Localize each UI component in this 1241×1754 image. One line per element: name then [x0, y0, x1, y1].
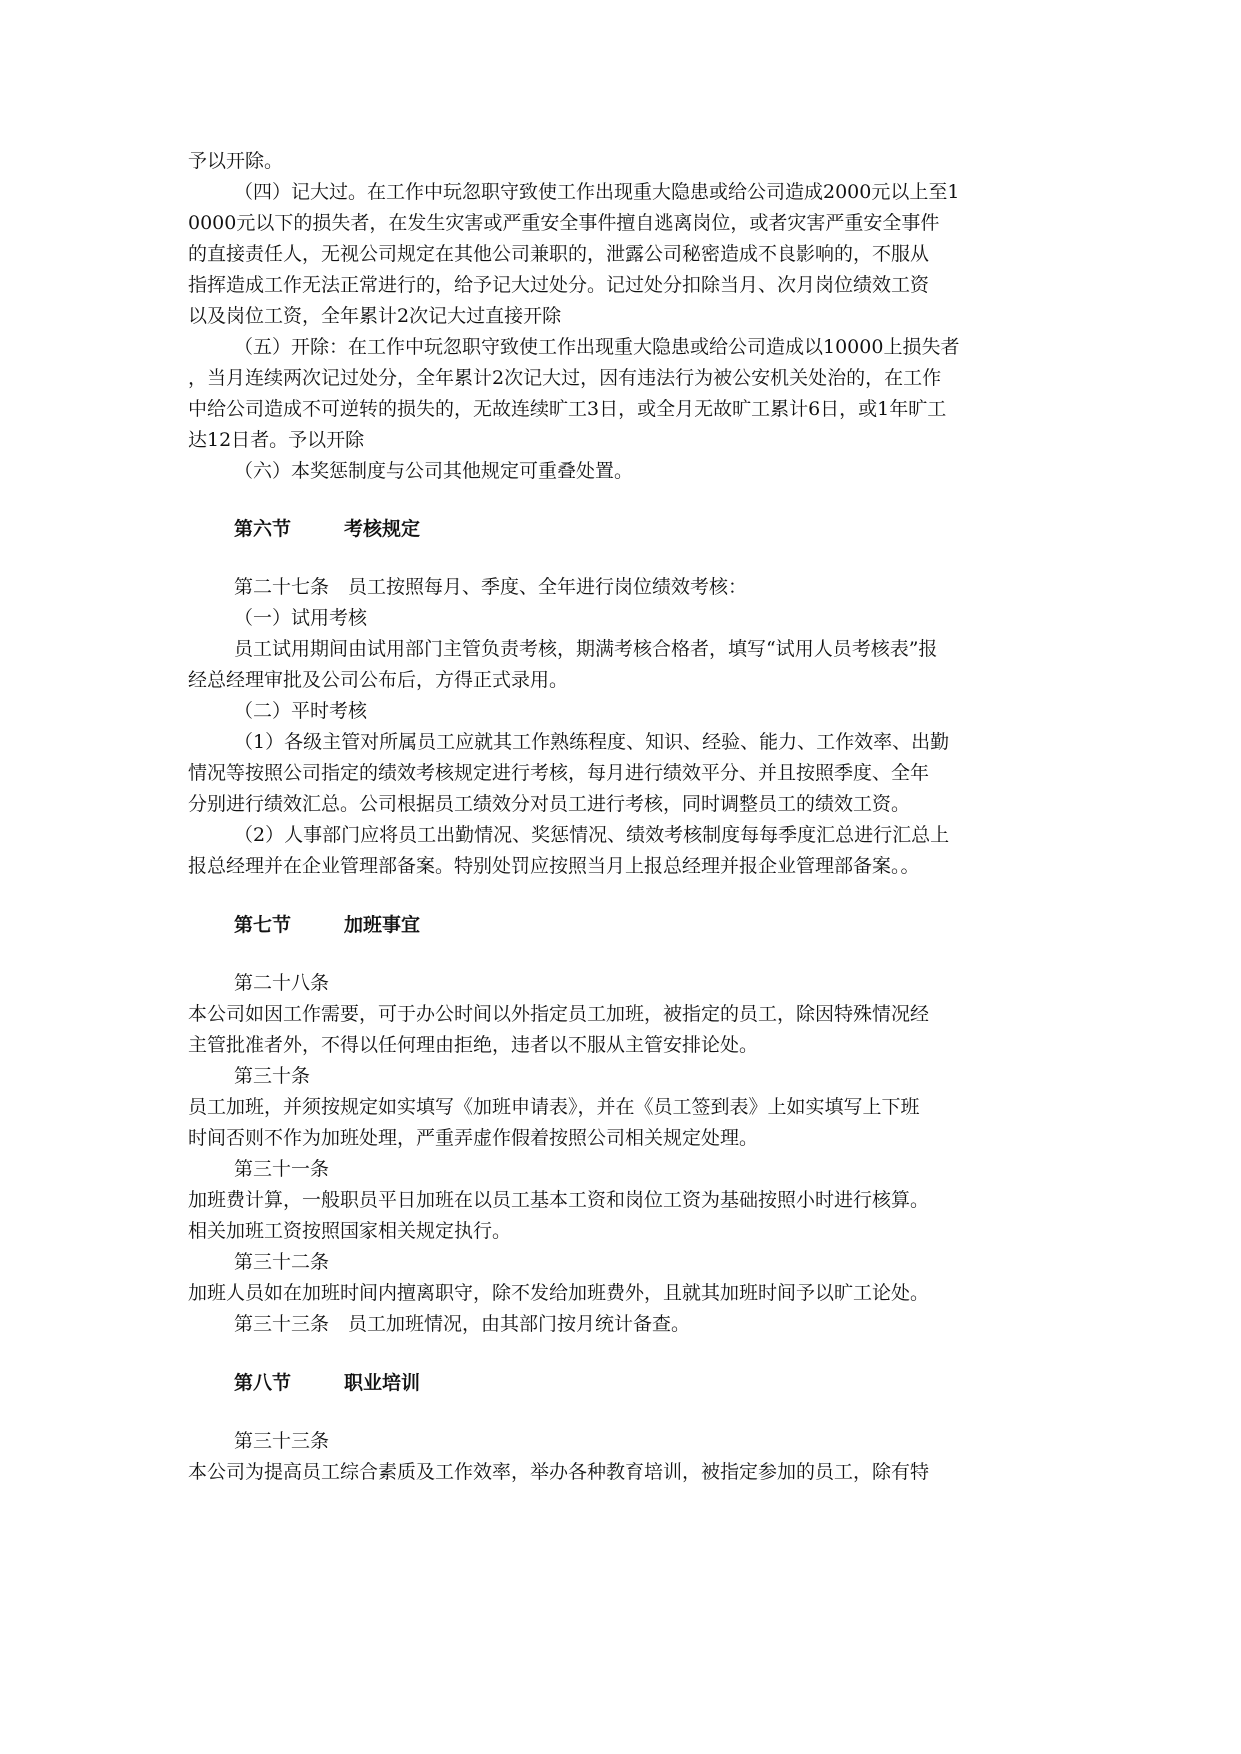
- section-title: 职业培训: [344, 1372, 421, 1394]
- paragraph-line: 加班费计算，一般职员平日加班在以员工基本工资和岗位工资为基础按照小时进行核算。: [188, 1189, 930, 1211]
- paragraph-line: 以及岗位工资，全年累计2次记大过直接开除: [188, 305, 562, 327]
- paragraph-line: 指挥造成工作无法正常进行的，给予记大过处分。记过处分扣除当月、次月岗位绩效工资: [188, 274, 930, 296]
- section-title: 加班事宜: [344, 914, 421, 936]
- paragraph-line: （2）人事部门应将员工出勤情况、奖惩情况、绩效考核制度每每季度汇总进行汇总上: [234, 824, 950, 846]
- section-heading-7: [234, 910, 420, 940]
- section-heading-8: [234, 1368, 420, 1398]
- article-title: 第三十条: [234, 1065, 311, 1087]
- paragraph-line: 员工加班，并须按规定如实填写《加班申请表》，并在《员工签到表》上如实填写上下班: [188, 1096, 920, 1118]
- article-title: 第三十二条: [234, 1251, 330, 1273]
- paragraph-line: （五）开除：在工作中玩忽职守致使工作出现重大隐患或给公司造成以10000上损失者: [234, 336, 960, 358]
- section-heading-6: [234, 514, 420, 544]
- paragraph-line: 分别进行绩效汇总。公司根据员工绩效分对员工进行考核，同时调整员工的绩效工资。: [188, 793, 911, 815]
- subheading-line: （二）平时考核: [234, 700, 368, 722]
- paragraph-line: 员工试用期间由试用部门主管负责考核，期满考核合格者，填写“试用人员考核表”报: [234, 638, 938, 660]
- paragraph-line: 予以开除。: [188, 150, 284, 172]
- paragraph-line: （四）记大过。在工作中玩忽职守致使工作出现重大隐患或给公司造成2000元以上至1: [234, 181, 960, 203]
- paragraph-line: 的直接责任人，无视公司规定在其他公司兼职的，泄露公司秘密造成不良影响的，不服从: [188, 243, 930, 265]
- article-title: 第三十三条: [234, 1430, 330, 1452]
- section-number: 第六节: [234, 518, 292, 540]
- paragraph-line: （1）各级主管对所属员工应就其工作熟练程度、知识、经验、能力、工作效率、出勤: [234, 731, 950, 753]
- paragraph-line: 情况等按照公司指定的绩效考核规定进行考核，每月进行绩效平分、并且按照季度、全年: [188, 762, 930, 784]
- paragraph-line: 达12日者。予以开除: [188, 429, 365, 451]
- paragraph-line: 经总经理审批及公司公布后，方得正式录用。: [188, 669, 569, 691]
- paragraph-line: 主管批准者外，不得以任何理由拒绝，违者以不服从主管安排论处。: [188, 1034, 759, 1056]
- article-line: 第二十七条 员工按照每月、季度、全年进行岗位绩效考核：: [234, 576, 748, 598]
- paragraph-line: 相关加班工资按照国家相关规定执行。: [188, 1220, 512, 1242]
- section-number: 第七节: [234, 914, 292, 936]
- paragraph-line: 加班人员如在加班时间内擅离职守，除不发给加班费外，且就其加班时间予以旷工论处。: [188, 1282, 930, 1304]
- subheading-line: （一）试用考核: [234, 607, 368, 629]
- paragraph-line: 报总经理并在企业管理部备案。特别处罚应按照当月上报总经理并报企业管理部备案。。: [188, 855, 920, 877]
- paragraph-line: （六）本奖惩制度与公司其他规定可重叠处置。: [234, 460, 634, 482]
- section-number: 第八节: [234, 1372, 292, 1394]
- section-title: 考核规定: [344, 518, 421, 540]
- paragraph-line: 0000元以下的损失者，在发生灾害或严重安全事件擅自逃离岗位，或者灾害严重安全事件: [188, 212, 940, 234]
- article-title: 第二十八条: [234, 972, 330, 994]
- paragraph-line: 中给公司造成不可逆转的损失的，无故连续旷工3日，或全月无故旷工累计6日，或1年旷工: [188, 398, 947, 420]
- article-title: 第三十一条: [234, 1158, 330, 1180]
- paragraph-line: ，当月连续两次记过处分，全年累计2次记大过，因有违法行为被公安机关处治的，在工作: [188, 367, 942, 389]
- paragraph-line: 本公司为提高员工综合素质及工作效率，举办各种教育培训，被指定参加的员工，除有特: [188, 1461, 930, 1483]
- paragraph-line: 本公司如因工作需要，可于办公时间以外指定员工加班，被指定的员工，除因特殊情况经: [188, 1003, 930, 1025]
- article-line: 第三十三条 员工加班情况，由其部门按月统计备查。: [234, 1313, 691, 1335]
- paragraph-line: 时间否则不作为加班处理，严重弄虚作假着按照公司相关规定处理。: [188, 1127, 759, 1149]
